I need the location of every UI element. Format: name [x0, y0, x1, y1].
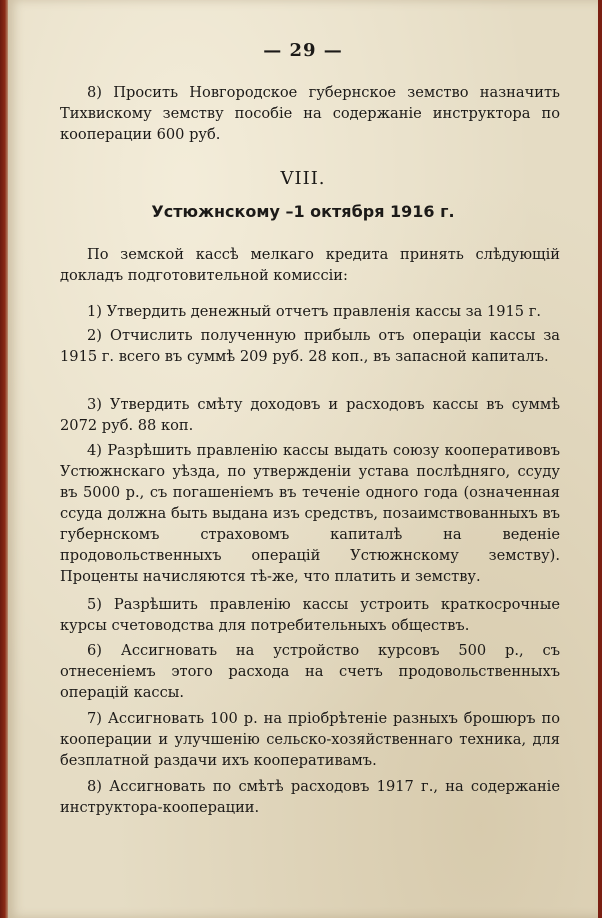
- item-8-block: [60, 776, 560, 818]
- list-item: 5) Разрѣшить правленію кассы устроить краткосрочные курсы счетоводства для потребительныхъ обществъ.: [60, 596, 560, 634]
- intro-paragraph: По земской кассѣ мелкаго кредита принять слѣдующій докладъ подготовительной комиссіи:: [60, 246, 560, 284]
- item-6-block: [60, 640, 560, 703]
- book-spine-edge: [0, 0, 8, 918]
- list-item: 8) Ассигновать по смѣтѣ расходовъ 1917 г., на содержаніе инструктора-кооперации.: [60, 778, 560, 816]
- list-item: 6) Ассигновать на устройство курсовъ 500 р., съ отнесеніемъ этого расхода на счетъ продовольственныхъ операцій кассы.: [60, 642, 560, 701]
- item-3-block: [60, 394, 560, 436]
- section-title: Устюжнскому –1 октября 1916 г.: [151, 202, 455, 221]
- book-page: [8, 0, 598, 918]
- intro-block: [60, 244, 560, 286]
- list-item: 2) Отчислить полученную прибыль отъ операціи кассы за 1915 г. всего въ суммѣ 209 руб. 28 коп., въ запасной капиталъ.: [60, 327, 560, 365]
- item-2-block: [60, 325, 560, 367]
- list-item: 3) Утвердить смѣту доходовъ и расходовъ кассы въ суммѣ 2072 руб. 88 коп.: [60, 396, 560, 434]
- page-number: — 29 —: [263, 40, 343, 61]
- list-item: 4) Разрѣшить правленію кассы выдать союзу кооперативовъ Устюжнскаго уѣзда, по утвержденіи устава послѣдняго, ссуду въ 5000 р., съ погашеніемъ въ теченіе одного года (означенная ссуда должна быть выдана изъ средствъ, позаимствованныхъ въ губернскомъ страховомъ капиталѣ на веденіе продовольственныхъ операцій Устюжнскому земству). Проценты начисляются тѣ-же, что платить и земству.: [60, 442, 560, 585]
- list-item: 7) Ассигновать 100 р. на пріобрѣтеніе разныхъ брошюръ по кооперации и улучшенію сельско-хозяйственнаго техника, для безплатной раздачи ихъ кооперативамъ.: [60, 710, 560, 769]
- section-number: VIII.: [280, 168, 326, 189]
- item-7-block: [60, 708, 560, 771]
- item-5-block: [60, 594, 560, 636]
- item-1-block: [60, 301, 560, 322]
- top-paragraph-block: [60, 82, 560, 145]
- list-item: 1) Утвердить денежный отчетъ правленія кассы за 1915 г.: [87, 303, 541, 320]
- item-4-block: [60, 440, 560, 587]
- paragraph-item-8-previous: 8) Просить Новгородское губернское земство назначить Тихвискому земству пособіе на содержаніе инструктора по кооперации 600 руб.: [60, 84, 560, 143]
